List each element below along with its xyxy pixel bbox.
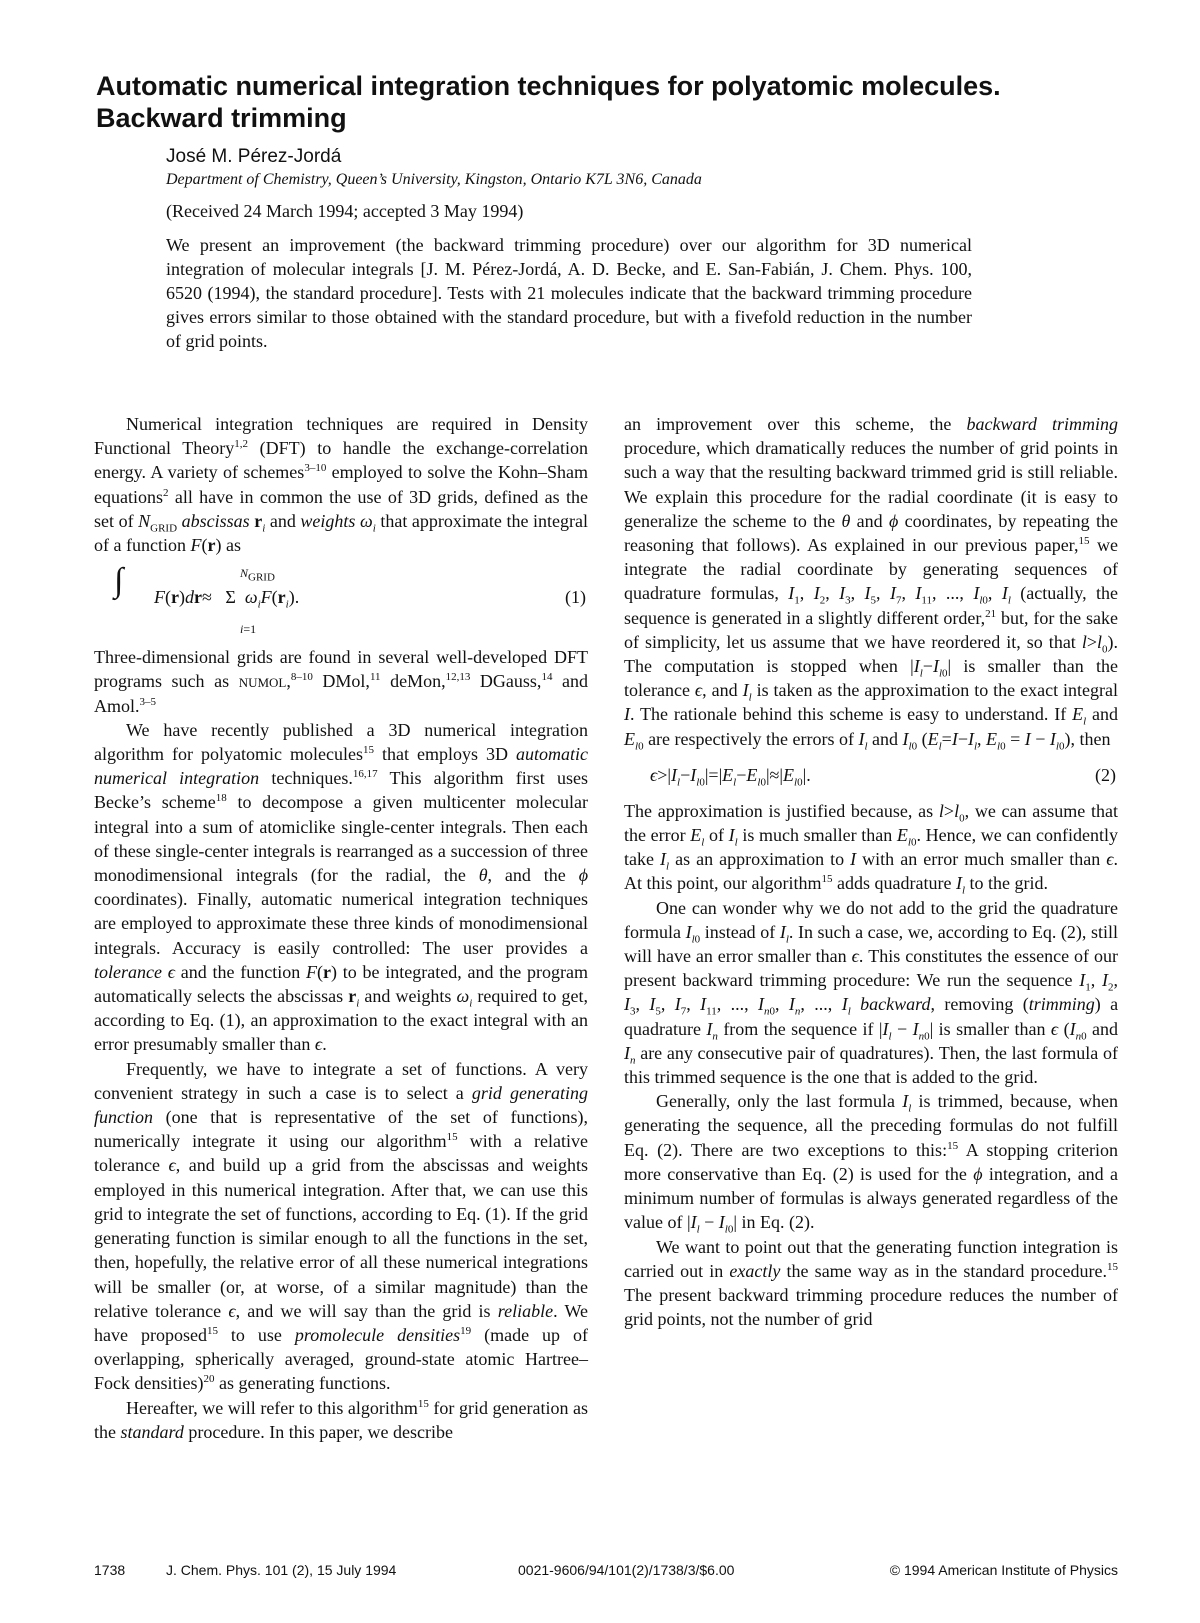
equation-number: (1) (565, 587, 586, 608)
author-affiliation: Department of Chemistry, Queen’s University, Kingston, Ontario K7L 3N6, Canada (166, 171, 702, 188)
paragraph: an improvement over this scheme, the backward trimming procedure, which dramatically reduces the number of grid points in such a way that the resulting backward trimmed grid is still reliable. We explain this procedure for the radial coordinate (it is easy to generalize the scheme to the θ and ϕ coordinates, by repeating the reasoning that follows). As explained in our previous paper,$^{15}$ we integrate the radial coordinate by generating sequences of quadrature formulas, $I_1$, $I_2$, $I_3$, $I_5$, $I_7$, $I_{11}$, ..., $I_{l0}$, $I_l$ (actually, the sequence is generated in a slightly different order,$^{21}$ but, for the sake of simplicity, let us assume that we have reordered it, so that $l>l_0$). The computation is stopped when $|I_l-I_{l0}|$ is smaller than the tolerance ϵ, and $I_l$ is taken as the approximation to the exact integral I. The rationale behind this scheme is easy to understand. If $E_l$ and $E_{l0}$ are respectively the errors of $I_l$ and $I_{l0}$ ($E_l=I-I_l$, $E_{l0} = I - I_{l0}$), then (624, 414, 1119, 753)
paragraph: The approximation is justified because, as $l>l_0$, we can assume that the error $E_l$ of $I_l$ is much smaller than $E_{l0}$. Hence, we can confidently take $I_l$ as an approximation to I with an error much smaller than ϵ. At this point, our algorithm$^{15}$ adds quadrature $I_l$ to the grid. (624, 800, 1119, 898)
paragraph: We have recently published a 3D numerical integration algorithm for polyatomic molecules$^{15}$ that employs 3D automatic numerical integration techniques.$^{16,17}$ This algorithm first uses Becke’s scheme$^{18}$ to decompose a given multicenter molecular integral into a sum of atomiclike single-center integrals. Then each of these single-center integrals is rearranged as a succession of three monodimensional integrals (for the radial, the θ, and the ϕ coordinates). Finally, automatic numerical integration techniques are employed to approximate these three kinds of monodimensional integrals. Accuracy is easily controlled: The user provides a tolerance ϵ and the function F(r) to be integrated, and the program automatically selects the abscissas $r_i$ and weights $\omega_i$ required to get, according to Eq. (1), an approximation to the exact integral with an error presumably smaller than ϵ. (94, 719, 589, 1055)
author-name: José M. Pérez-Jordá (166, 146, 342, 167)
equation-1: ∫ $N_{GRID}$ F(r)dr≈ Σ $\omega_iF(r_i)$. i=1 (1) (114, 562, 586, 637)
journal-citation: J. Chem. Phys. 101 (2), 15 July 1994 (166, 1562, 397, 1578)
body-column-left (94, 412, 588, 1444)
paragraph: Hereafter, we will refer to this algorithm$^{15}$ for grid generation as the standard procedure. In this paper, we describe (94, 1397, 588, 1442)
paragraph: Numerical integration techniques are required in Density Functional Theory$^{1,2}$ (DFT) to handle the exchange-correlation energy. A variety of schemes$^{3-10}$ employed to solve the Kohn–Sham equations$^2$ all have in common the use of 3D grids, defined as the set of $N_{GRID}$ abscissas $r_i$ and weights $\omega_i$ that approximate the integral of a function F(r) as (94, 414, 588, 556)
equation-2: $\epsilon>|I_l-I_{l0}|=|E_l-E_{l0}|\approx|E_{l0}|$. (2) (650, 764, 1116, 789)
page-number: 1738 (94, 1562, 126, 1578)
body-column-right (624, 412, 1118, 1331)
equation-number: (2) (1095, 764, 1116, 785)
received-dates: (Received 24 March 1994; accepted 3 May 1994) (166, 201, 524, 221)
copyright: © 1994 American Institute of Physics (889, 1562, 1118, 1578)
paragraph: Generally, only the last formula $I_l$ is trimmed, because, when generating the sequence, all the preceding formulas do not fulfill Eq. (2). There are two exceptions to this:$^{15}$ A stopping criterion more conservative than Eq. (2) is used for the ϕ integration, and a minimum number of formulas is always generated regardless of the value of $|I_l - I_{l0}|$ in Eq. (2). (624, 1091, 1118, 1236)
paragraph: Three-dimensional grids are found in several well-developed DFT programs such as numol,$^{8-10}$ DMol,$^{11}$ deMon,$^{12,13}$ DGauss,$^{14}$ and Amol.$^{3-5}$ (94, 647, 588, 716)
abstract: We present an improvement (the backward trimming procedure) over our algorithm for 3D numerical integration of molecular integrals [J. M. Pérez-Jordá, A. D. Becke, and E. San-Fabián, J. Chem. Phys. 100, 6520 (1994), the standard procedure]. Tests with 21 molecules indicate that the backward trimming procedure gives errors similar to those obtained with the standard procedure, but with a fivefold reduction in the number of grid points. (166, 235, 972, 351)
article-code: 0021-9606/94/101(2)/1738/3/$6.00 (518, 1562, 735, 1578)
paragraph: One can wonder why we do not add to the grid the quadrature formula $I_{l0}$ instead of $I_l$. In such a case, we, according to Eq. (2), still will have an error smaller than ϵ. This constitutes the essence of our present backward trimming procedure: We run the sequence $I_1$, $I_2$, $I_3$, $I_5$, $I_7$, $I_{11}$, ..., $I_{n0}$, $I_n$, ..., $I_l$ backward, removing (trimming) a quadrature $I_n$ from the sequence if $|I_l - I_{n0}|$ is smaller than ϵ ($I_{n0}$ and $I_n$ are any consecutive pair of quadratures). Then, the last formula of this trimmed sequence is the one that is added to the grid. (624, 897, 1119, 1088)
paragraph: We want to point out that the generating function integration is carried out in exactly the same way as in the standard procedure.$^{15}$ The present backward trimming procedure reduces the number of grid points, not the number of grid (624, 1236, 1118, 1330)
paper-title: Automatic numerical integration techniques for polyatomic molecules. Backward trimming (96, 71, 1001, 133)
paragraph: Frequently, we have to integrate a set of functions. A very convenient strategy in such a case is to select a grid generating function (one that is representative of the set of functions), numerically integrate it using our algorithm$^{15}$ with a relative tolerance ϵ, and build up a grid from the abscissas and weights employed in this numerical integration. After that, we can use this grid to integrate the set of functions, according to Eq. (1). If the grid generating function is similar enough to all the functions in the set, then, hopefully, the relative error of all these numerical integrations will be smaller (or, at worse, of a similar magnitude) than the relative tolerance ϵ, and we will say than the grid is reliable. We have proposed$^{15}$ to use promolecule densities$^{19}$ (made up of overlapping, spherically averaged, ground-state atomic Hartree–Fock densities)$^{20}$ as generating functions. (94, 1058, 589, 1394)
